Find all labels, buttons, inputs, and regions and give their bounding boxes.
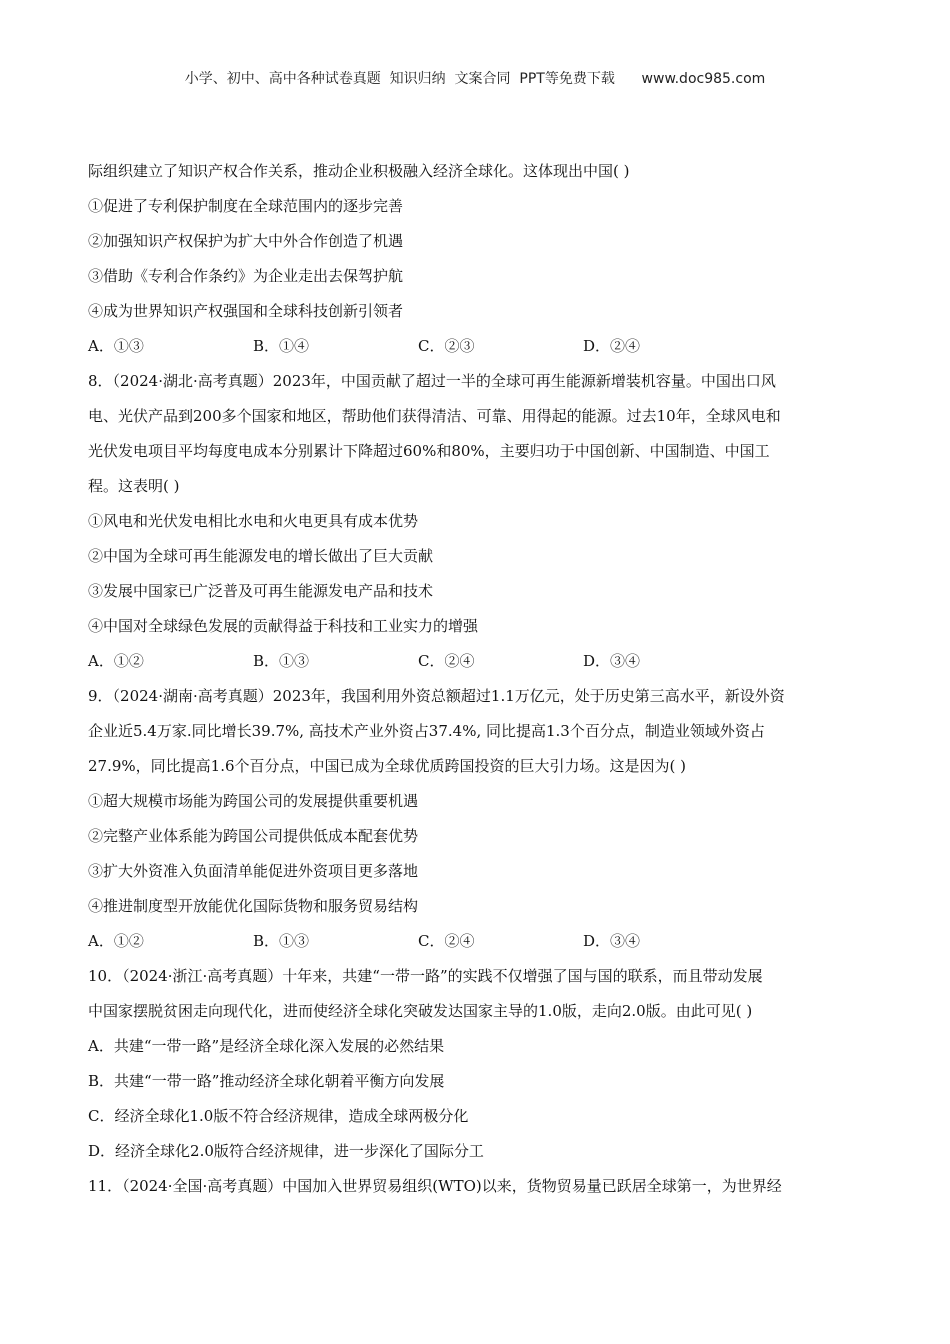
option-a: A．①③ — [88, 337, 144, 355]
statement-item: ②加强知识产权保护为扩大中外合作创造了机遇 — [88, 232, 404, 250]
statement-item: ③扩大外资准入负面清单能促进外资项目更多落地 — [88, 862, 419, 880]
option-a: A．①② — [88, 932, 144, 950]
statement-item: ④推进制度型开放能优化国际货物和服务贸易结构 — [88, 897, 419, 915]
answer-options — [88, 329, 872, 364]
question-stem-line: 27.9%，同比提高1.6个百分点，中国已成为全球优质跨国投资的巨大引力场。这是因为( ) — [88, 757, 686, 775]
statement-item: ①风电和光伏发电相比水电和火电更具有成本优势 — [88, 512, 419, 530]
question-10 — [88, 959, 872, 1169]
option-a: A．共建“一带一路”是经济全球化深入发展的必然结果 — [88, 1037, 445, 1055]
statement-item: ③发展中国家已广泛普及可再生能源发电产品和技术 — [88, 582, 434, 600]
question-stem-line: 程。这表明( ) — [88, 477, 180, 495]
exam-content — [88, 154, 872, 1204]
question-9 — [88, 679, 872, 959]
statement-item: ②完整产业体系能为跨国公司提供低成本配套优势 — [88, 827, 419, 845]
question-stem-line: 8．（2024·湖北·高考真题）2023年，中国贡献了超过一半的全球可再生能源新增装机容量。中国出口风 — [88, 372, 776, 390]
question-8 — [88, 364, 872, 679]
option-b: B．①④ — [253, 337, 310, 355]
question-stem-line: 企业近5.4万家.同比增长39.7%, 高技术产业外资占37.4%, 同比提高1.3个百分点，制造业领域外资占 — [88, 722, 765, 740]
question-stem-line: 光伏发电项目平均每度电成本分别累计下降超过60%和80%，主要归功于中国创新、中国制造、中国工 — [88, 442, 770, 460]
option-b: B．共建“一带一路”推动经济全球化朝着平衡方向发展 — [88, 1072, 445, 1090]
question-stem-line: 9．（2024·湖南·高考真题）2023年，我国利用外资总额超过1.1万亿元，处于历史第三高水平，新设外资 — [88, 687, 785, 705]
option-c: C．经济全球化1.0版不符合经济规律，造成全球两极分化 — [88, 1107, 469, 1125]
option-d: D．经济全球化2.0版符合经济规律，进一步深化了国际分工 — [88, 1142, 484, 1160]
question-11 — [88, 1169, 872, 1204]
option-c: C．②④ — [418, 932, 475, 950]
statement-item: ①促进了专利保护制度在全球范围内的逐步完善 — [88, 197, 404, 215]
option-d: D．③④ — [583, 652, 641, 670]
option-c: C．②③ — [418, 337, 475, 355]
statement-item: ④中国对全球绿色发展的贡献得益于科技和工业实力的增强 — [88, 617, 479, 635]
question-stem-line: 11．（2024·全国·高考真题）中国加入世界贸易组织(WTO)以来，货物贸易量已跃居全球第一，为世界经 — [88, 1177, 782, 1195]
option-b: B．①③ — [253, 652, 310, 670]
statement-item: ③借助《专利合作条约》为企业走出去保驾护航 — [88, 267, 404, 285]
statement-item: ①超大规模市场能为跨国公司的发展提供重要机遇 — [88, 792, 419, 810]
option-a: A．①② — [88, 652, 144, 670]
option-c: C．②④ — [418, 652, 475, 670]
option-d: D．②④ — [583, 337, 641, 355]
option-b: B．①③ — [253, 932, 310, 950]
question-stem-line: 电、光伏产品到200多个国家和地区，帮助他们获得清洁、可靠、用得起的能源。过去10年，全球风电和 — [88, 407, 781, 425]
statement-item: ②中国为全球可再生能源发电的增长做出了巨大贡献 — [88, 547, 434, 565]
answer-options — [88, 644, 872, 679]
question-stem-line: 际组织建立了知识产权合作关系，推动企业积极融入经济全球化。这体现出中国( ) — [88, 162, 630, 180]
option-d: D．③④ — [583, 932, 641, 950]
question-stem-line: 中国家摆脱贫困走向现代化，进而使经济全球化突破发达国家主导的1.0版，走向2.0版。由此可见( ) — [88, 1002, 753, 1020]
page-header: 小学、初中、高中各种试卷真题 知识归纳 文案合同 PPT等免费下载 www.doc985.com — [184, 71, 766, 87]
statement-item: ④成为世界知识产权强国和全球科技创新引领者 — [88, 302, 404, 320]
question-7 — [88, 154, 872, 364]
question-stem-line: 10．（2024·浙江·高考真题）十年来，共建“一带一路”的实践不仅增强了国与国的联系，而且带动发展 — [88, 967, 763, 985]
answer-options — [88, 924, 872, 959]
